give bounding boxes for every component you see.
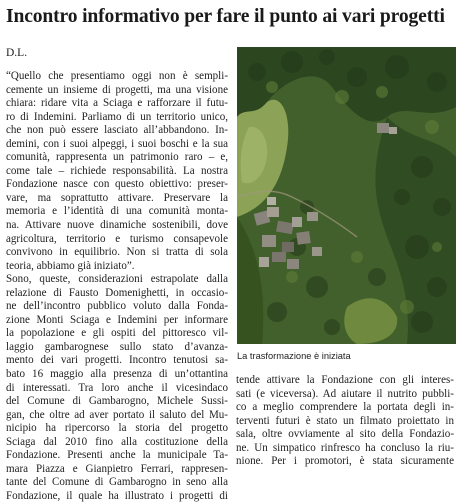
body-text-line: memoria e l’identità di una comunità monta- <box>6 205 228 218</box>
body-text-line: agricoltura, territorio e turismo consapevole <box>6 232 228 245</box>
body-text-line: laggio gambarognese sullo stato d’avanza- <box>6 340 228 353</box>
body-text-line: nicipio ha ripercorso la storia del progetto <box>6 422 228 435</box>
body-text-line: terventi futuri è stato un filmato proiettato in <box>236 414 454 427</box>
body-text-line: sati (e viceversa). Ad aiutare il nutrito pubbli- <box>236 387 454 400</box>
body-text-line: bato 16 maggio alla presenza di un’ottantina <box>6 368 228 381</box>
body-text-line: mento dei vari progetti. Incontro tenutosi sa- <box>6 354 228 367</box>
body-text-line: zione Monti Sciaga e Indemini per informare <box>6 313 228 326</box>
body-text-line: relazione di Fausto Domenighetti, in occasio- <box>6 286 228 299</box>
body-text-line: gan, che oltre ad aver portato il saluto del Mu- <box>6 408 228 421</box>
body-text-line: di interessati. Tra loro anche il vicesindaco <box>6 381 228 394</box>
body-text-line: cemente un insieme di progetti, ma una visione <box>6 83 228 96</box>
body-text-line: ne dell’incontro pubblico voluto dalla Fonda- <box>6 300 228 313</box>
body-text-line: del Comune di Gambarogno, Michele Sussi- <box>6 395 228 408</box>
body-text-line: demini, con i suoi alpeggi, i suoi boschi e la sua <box>6 137 228 150</box>
body-text-line: ne. Un simpatico rinfresco ha concluso la riu- <box>236 441 454 454</box>
body-text-line: sala, oltre ovviamente al sito della Fondazio- <box>236 428 454 441</box>
article-body-left-column <box>6 70 228 504</box>
body-text-line: chiara: ridare vita a Sciaga e rafforzare il futu- <box>6 97 228 110</box>
body-text-line: comunità, rappresenta un patrimonio raro – e, <box>6 151 228 164</box>
body-text-line: mara Piazza e Gianpietro Ferrari, rappresen- <box>6 462 228 475</box>
article-body-right-column <box>236 374 454 469</box>
body-text-line: ro di Indemini. Parliamo di un territorio unico, <box>6 110 228 123</box>
body-text-line: “Quello che presentiamo oggi non è sempli- <box>6 70 228 82</box>
body-text-line: tende attivare la Fondazione con gli interes- <box>236 374 454 386</box>
body-text-line: Sciaga dal 2010 fino alla costituzione della <box>6 435 228 448</box>
article-photo <box>237 47 456 344</box>
body-text-line: Fondazione, il quale ha illustrato i progetti di <box>6 489 228 502</box>
body-text-line: co a meglio comprendere la portata degli in- <box>236 401 454 414</box>
body-text-line: teoria, abbiamo già iniziato”. <box>6 259 135 272</box>
article-headline: Incontro informativo per fare il punto ai vari progetti <box>6 6 445 27</box>
body-text-line: vare, ma soprattutto attivare. Preservare la <box>6 191 228 204</box>
body-text-line: na. Attivare nuove dinamiche sostenibili, dove <box>6 219 228 232</box>
body-text-line: convivono in equilibrio. Non si tratta di sola <box>6 246 228 259</box>
aerial-village-photo <box>237 47 456 344</box>
article-byline: D.L. <box>6 47 28 59</box>
body-text-line: che non può essere lasciato all’abbandono. In- <box>6 124 228 137</box>
body-text-line: Sono, queste, considerazioni estrapolate dalla <box>6 273 228 286</box>
body-text-line: tante del Comune di Gambarogno in seno alla <box>6 476 228 489</box>
body-text-line: la popolazione e gli ospiti del pittoresco vil- <box>6 327 228 340</box>
body-text-line: nione. Per i promotori, è stata sicuramente <box>236 455 454 468</box>
body-text-line: Fondazione nasce con questo obiettivo: preser- <box>6 178 228 191</box>
body-text-line: come tale – richiede responsabilità. La nostra <box>6 164 228 177</box>
body-text-line: Fondazione. Presenti anche la municipale Ta- <box>6 449 228 462</box>
photo-caption: La trasformazione è iniziata <box>237 351 351 361</box>
